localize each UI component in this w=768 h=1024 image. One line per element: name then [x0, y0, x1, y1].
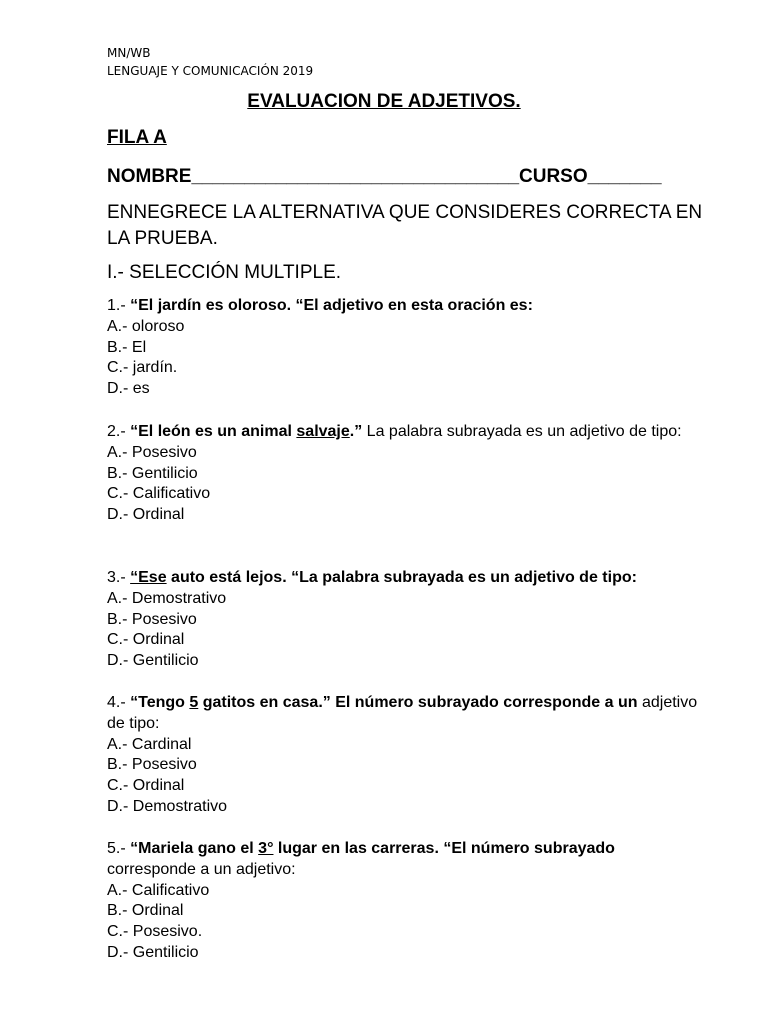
- header-subject: LENGUAJE Y COMUNICACIÓN 2019: [107, 64, 314, 78]
- option-b: B.- Ordinal: [107, 902, 184, 920]
- option-d: D.- Ordinal: [107, 506, 185, 524]
- question-5-stem: [107, 839, 707, 881]
- question-text: .”: [349, 423, 363, 440]
- fila-label: FILA A: [107, 127, 167, 148]
- option-b: B.- Posesivo: [107, 610, 197, 628]
- question-number: 1.-: [107, 297, 131, 314]
- option-d: D.- Gentilicio: [107, 652, 199, 670]
- option-a: A.- Demostrativo: [107, 589, 227, 607]
- question-text: “Mariela gano el: [130, 840, 259, 857]
- question-number: 3.-: [107, 569, 131, 586]
- instructions: ENNEGRECE LA ALTERNATIVA QUE CONSIDERES CORRECTA EN LA PRUEBA.: [107, 202, 703, 249]
- option-d: D.- es: [107, 380, 150, 398]
- question-2: [107, 422, 707, 526]
- option-b: B.- Gentilicio: [107, 464, 198, 482]
- question-text: gatitos en casa.” El número subrayado corresponde a un: [198, 694, 638, 711]
- option-d: D.- Demostrativo: [107, 797, 228, 815]
- question-4: [107, 693, 707, 818]
- question-text: auto está lejos. “La palabra subrayada es un adjetivo de tipo:: [166, 569, 637, 586]
- question-1: [107, 296, 707, 400]
- option-c: C.- Posesivo.: [107, 923, 203, 941]
- question-number: 2.-: [107, 423, 131, 440]
- option-c: C.- Calificativo: [107, 485, 211, 503]
- question-number: 4.-: [107, 694, 131, 711]
- header-initials: MN/WB: [107, 46, 151, 60]
- question-2-stem: [107, 422, 707, 443]
- option-a: A.- Calificativo: [107, 881, 210, 899]
- question-5: [107, 839, 707, 964]
- option-b: B.- El: [107, 338, 147, 356]
- underlined-word: 5: [189, 694, 199, 711]
- question-text: “Tengo: [130, 694, 190, 711]
- underlined-word: 3°: [258, 840, 274, 857]
- underlined-word: “Ese: [130, 569, 167, 586]
- question-3-stem: [107, 568, 707, 589]
- question-text: adjetivo de tipo:: [107, 694, 698, 732]
- option-b: B.- Posesivo: [107, 756, 197, 774]
- option-c: C.- jardín.: [107, 359, 178, 377]
- question-text: La palabra subrayada es un adjetivo de tipo:: [362, 423, 682, 440]
- question-number: 5.-: [107, 840, 131, 857]
- section-heading: I.- SELECCIÓN MULTIPLE.: [107, 262, 342, 283]
- name-course-line: NOMBRE_______________________________CURSO_______: [107, 166, 662, 187]
- underlined-word: salvaje: [296, 423, 350, 440]
- question-3: [107, 568, 707, 672]
- question-text: lugar en las carreras. “El número subrayado: [273, 840, 615, 857]
- page-title: EVALUACION DE ADJETIVOS.: [247, 91, 521, 112]
- question-text: “El jardín es oloroso. “El adjetivo en esta oración es:: [130, 297, 533, 314]
- option-a: A.- Posesivo: [107, 443, 197, 461]
- option-a: A.- oloroso: [107, 317, 185, 335]
- option-d: D.- Gentilicio: [107, 943, 199, 961]
- question-text: “El león es un animal: [130, 423, 297, 440]
- question-1-stem: [107, 296, 707, 317]
- option-c: C.- Ordinal: [107, 631, 185, 649]
- question-4-stem: [107, 693, 707, 735]
- question-text: corresponde a un adjetivo:: [107, 860, 296, 878]
- option-a: A.- Cardinal: [107, 735, 192, 753]
- option-c: C.- Ordinal: [107, 777, 185, 795]
